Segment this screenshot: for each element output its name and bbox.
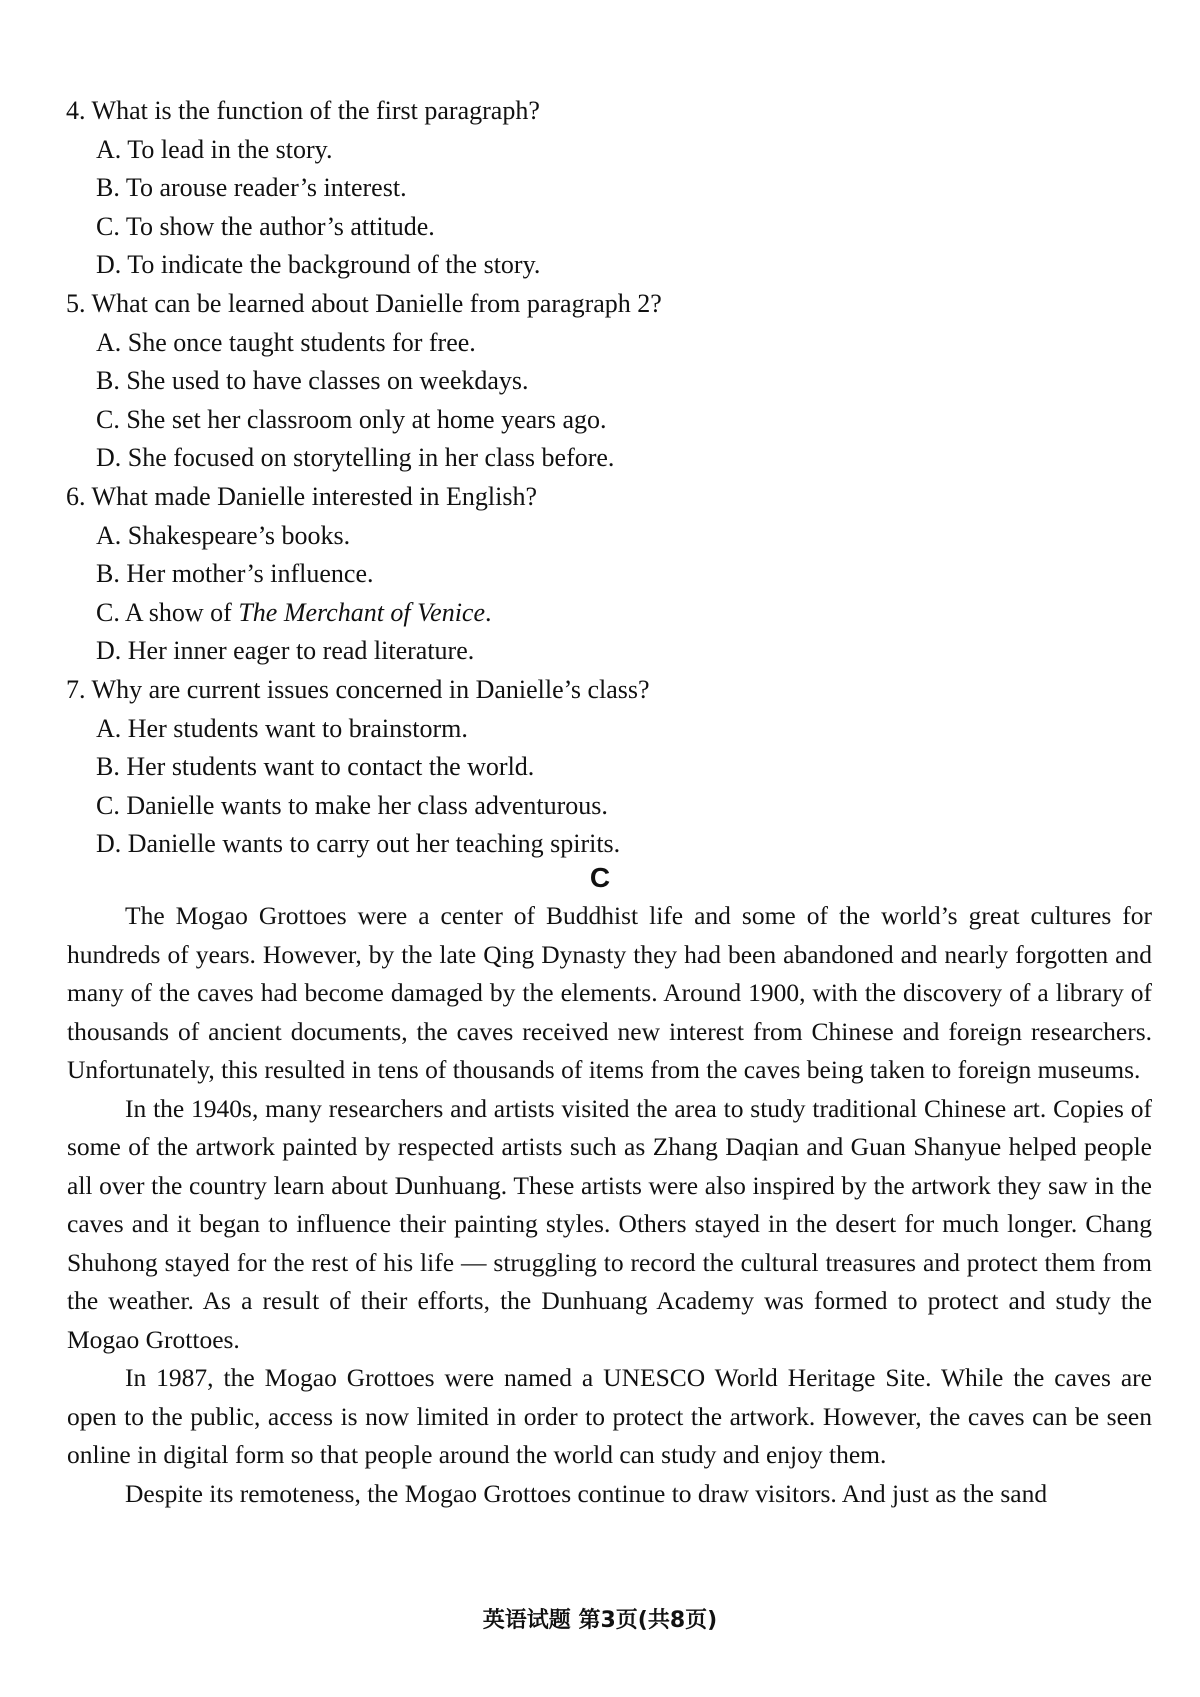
option-d: D. Her inner eager to read literature.: [96, 636, 475, 666]
question-4: [66, 92, 1146, 285]
question-stem: 7. Why are current issues concerned in Danielle’s class?: [66, 674, 650, 704]
passage-paragraph-1: The Mogao Grottoes were a center of Buddhist life and some of the world’s great cultures for hundreds of years. However, by the late Qing Dynasty they had been abandoned and nearly forgotten and many of the caves had become damaged by the elements. Around 1900, with the discovery of a library of thousands of ancient documents, the caves received new interest from Chinese and foreign researchers. Unfortunately, this resulted in tens of thousands of items from the caves being taken to foreign museums.: [67, 901, 1152, 1084]
passage-paragraph-2: In the 1940s, many researchers and artists visited the area to study traditional Chinese art. Copies of some of the artwork painted by respected artists such as Zhang Daqian and Guan Shanyue helped people all over the country learn about Dunhuang. These artists were also inspired by the artwork they saw in the caves and it began to influence their painting styles. Others stayed in the desert for much longer. Chang Shuhong stayed for the rest of his life — struggling to record the cultural treasures and protect them from the weather. As a result of their efforts, the Dunhuang Academy was formed to protect and study the Mogao Grottoes.: [67, 1093, 1152, 1354]
option-b: B. Her students want to contact the world.: [96, 752, 535, 782]
option-c: C. She set her classroom only at home years ago.: [96, 404, 607, 434]
question-stem: 5. What can be learned about Danielle from paragraph 2?: [66, 288, 662, 318]
page-footer: 英语试题 第3页(共8页): [482, 1608, 718, 1633]
option-a: A. Shakespeare’s books.: [96, 520, 351, 550]
passage-paragraph-3: In 1987, the Mogao Grottoes were named a UNESCO World Heritage Site. While the caves are open to the public, access is now limited in order to protect the artwork. However, the caves can be seen online in digital form so that people around the world can study and enjoy them.: [67, 1363, 1152, 1469]
passage-paragraph-4: Despite its remoteness, the Mogao Grottoes continue to draw visitors. And just as the sand: [125, 1478, 1048, 1508]
option-d: D. Danielle wants to carry out her teaching spirits.: [96, 829, 621, 859]
option-c: C. To show the author’s attitude.: [96, 211, 435, 241]
reading-passage: [67, 897, 1152, 1513]
option-a: A. Her students want to brainstorm.: [96, 713, 468, 743]
option-b: B. She used to have classes on weekdays.: [96, 366, 529, 396]
option-d: D. She focused on storytelling in her class before.: [96, 443, 615, 473]
question-list: [66, 92, 1146, 864]
question-stem: 4. What is the function of the first paragraph?: [66, 96, 540, 125]
option-c: C. Danielle wants to make her class adventurous.: [96, 790, 608, 820]
option-b: B. To arouse reader’s interest.: [96, 173, 407, 203]
section-heading: C: [589, 862, 611, 893]
option-c: C. A show of The Merchant of Venice.: [96, 597, 492, 627]
option-b: B. Her mother’s influence.: [96, 559, 374, 589]
option-d: D. To indicate the background of the story.: [96, 250, 541, 280]
option-a: A. To lead in the story.: [96, 134, 333, 164]
question-stem: 6. What made Danielle interested in English?: [66, 481, 537, 511]
question-6: [66, 478, 1146, 671]
option-a: A. She once taught students for free.: [96, 327, 476, 357]
question-7: [66, 671, 1146, 864]
question-5: [66, 285, 1146, 478]
play-title: The Merchant of Venice: [238, 597, 485, 627]
